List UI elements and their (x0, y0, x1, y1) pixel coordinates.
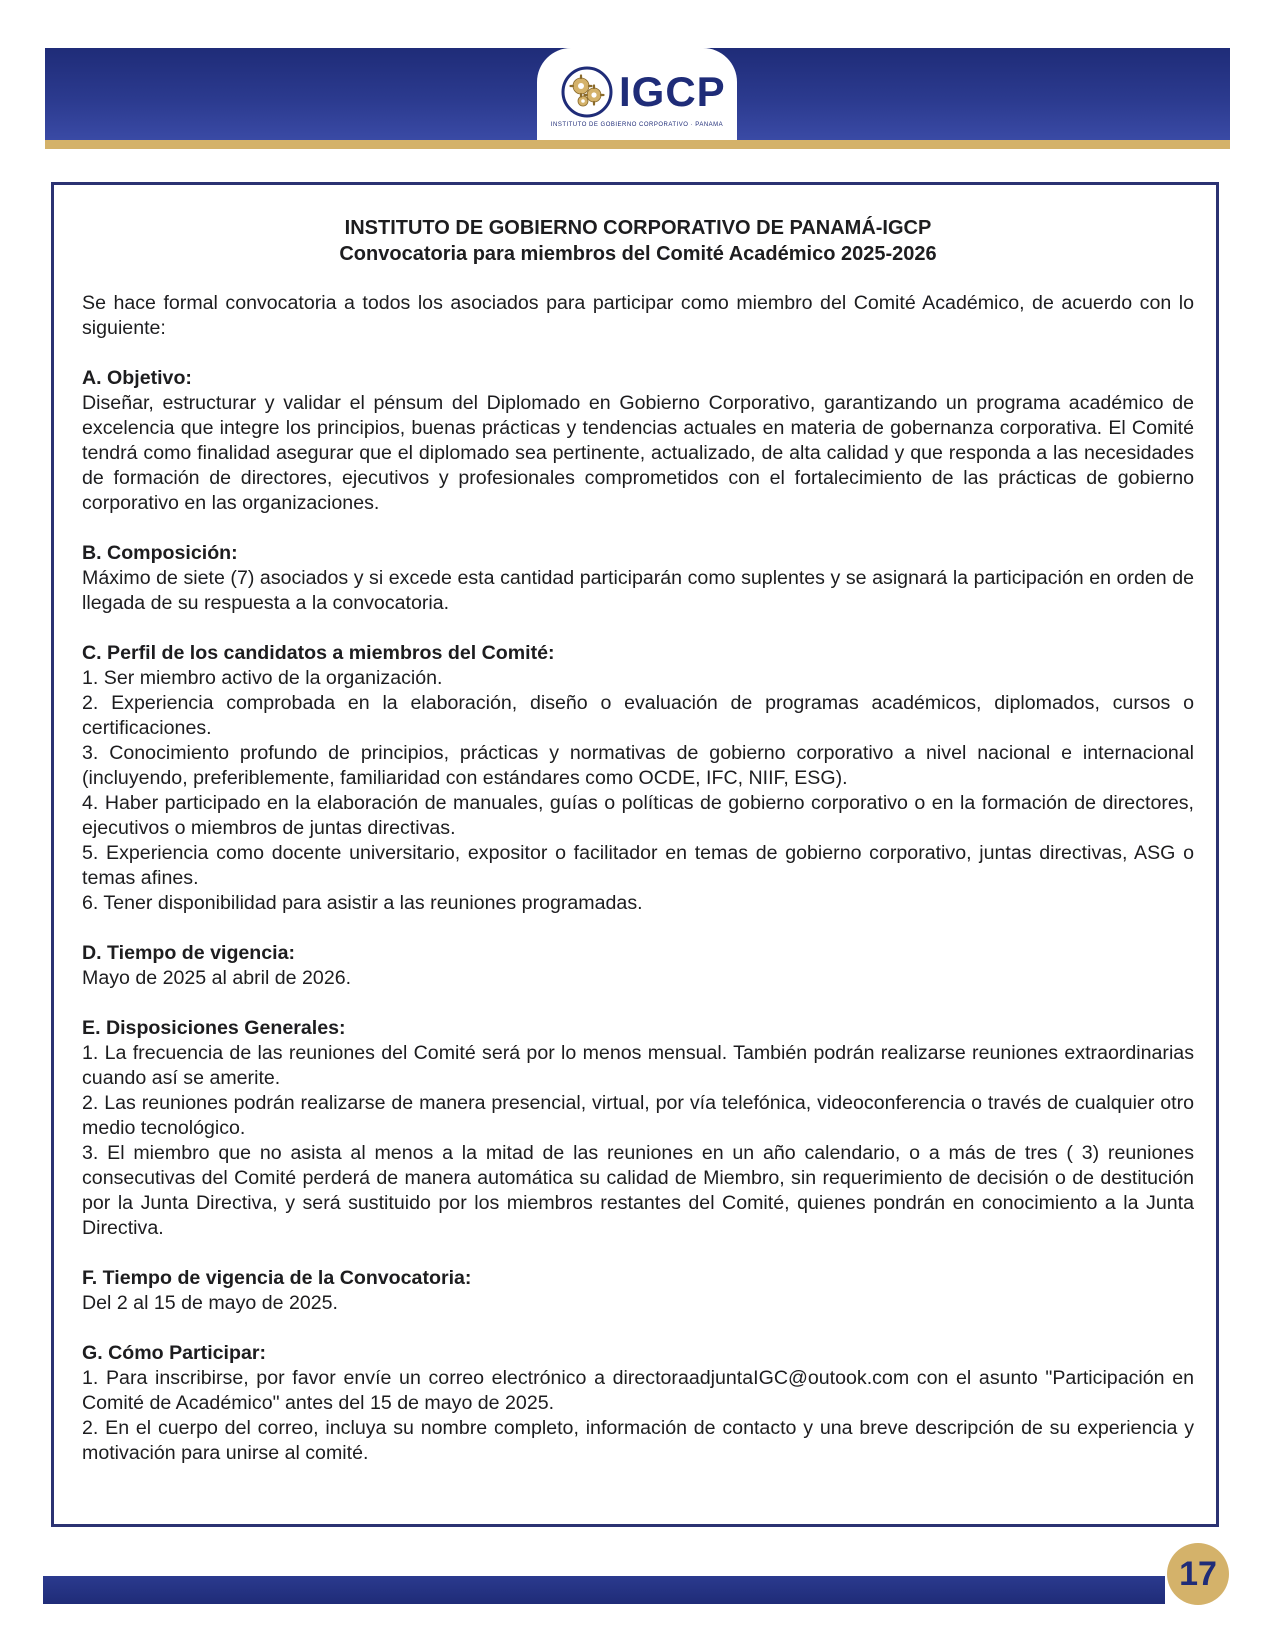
section-paragraph: 2. Las reuniones podrán realizarse de manera presencial, virtual, por vía telefónica, videoconferencia o través de cualquier otro medio tecnológico. (82, 1092, 1194, 1139)
logo-subtitle: INSTITUTO DE GOBIERNO CORPORATIVO · PANAMA (550, 122, 724, 128)
section-heading: D. Tiempo de vigencia: (82, 942, 296, 964)
sections (82, 366, 1194, 1466)
footer-bar (43, 1576, 1165, 1604)
section-heading: G. Cómo Participar: (82, 1342, 266, 1364)
page-number-badge (1167, 1543, 1229, 1605)
section-paragraph: Máximo de siete (7) asociados y si excede esta cantidad participarán como suplentes y se asignará la participación en orden de llegada de su respuesta a la convocatoria. (82, 567, 1194, 614)
section-paragraph: Diseñar, estructurar y validar el pénsum del Diplomado en Gobierno Corporativo, garantizando un programa académico de excelencia que integre los principios, buenas prácticas y tendencias actuales en materia de gobernanza corporativa. El Comité tendrá como finalidad asegurar que el diplomado sea pertinente, actualizado, de alta calidad y que responda a las necesidades de formación de directores, ejecutivos y profesionales comprometidos con el fortalecimiento de las prácticas de gobierno corporativo en las organizaciones. (82, 392, 1194, 514)
document-subtitle: Convocatoria para miembros del Comité Académico 2025-2026 (339, 243, 937, 265)
section-paragraph: Del 2 al 15 de mayo de 2025. (82, 1292, 338, 1314)
document-section (82, 1016, 1194, 1241)
document-section (82, 541, 1194, 616)
section-paragraph: 4. Haber participado en la elaboración de manuales, guías o políticas de gobierno corporativo o en la formación de directores, ejecutivos o miembros de juntas directivas. (82, 792, 1194, 839)
gears-icon (561, 66, 613, 118)
section-heading: F. Tiempo de vigencia de la Convocatoria: (82, 1267, 472, 1289)
section-heading: B. Composición: (82, 542, 238, 564)
section-paragraph: 3. Conocimiento profundo de principios, prácticas y normativas de gobierno corporativo a nivel nacional e internacional (incluyendo, preferiblemente, familiaridad con estándares como OCDE, IFC, NIIF, ESG). (82, 742, 1194, 789)
section-paragraph: Mayo de 2025 al abril de 2026. (82, 967, 352, 989)
document-section (82, 941, 1194, 991)
section-paragraph: 2. Experiencia comprobada en la elaboración, diseño o evaluación de programas académicos, diplomados, cursos o certificaciones. (82, 692, 1194, 739)
logo-text: IGCP (619, 68, 726, 115)
document-section (82, 641, 1194, 916)
document-section (82, 366, 1194, 516)
page-number: 17 (1179, 1554, 1217, 1593)
logo-row (561, 66, 726, 118)
document-section (82, 1341, 1194, 1466)
logo (537, 48, 737, 140)
document-title: INSTITUTO DE GOBIERNO CORPORATIVO DE PANAMÁ-IGCP (344, 217, 932, 239)
document-body (82, 215, 1194, 1466)
document-section (82, 1266, 1194, 1316)
content-box (51, 182, 1219, 1527)
section-heading: C. Perfil de los candidatos a miembros del Comité: (82, 642, 555, 664)
section-heading: A. Objetivo: (82, 367, 192, 389)
section-paragraph: 1. La frecuencia de las reuniones del Comité será por lo menos mensual. También podrán realizarse reuniones extraordinarias cuando así se amerite. (82, 1042, 1194, 1089)
section-paragraph: 3. El miembro que no asista al menos a la mitad de las reuniones en un año calendario, o a más de tres ( 3) reuniones consecutivas del Comité perderá de manera automática su calidad de Miembro, sin requerimiento de decisión o de destitución por la Junta Directiva, y será sustituido por los miembros restantes del Comité, quienes pondrán en conocimiento a la Junta Directiva. (82, 1142, 1194, 1239)
intro-paragraph: Se hace formal convocatoria a todos los asociados para participar como miembro del Comité Académico, de acuerdo con lo siguiente: (82, 292, 1194, 339)
section-paragraph: 5. Experiencia como docente universitario, expositor o facilitador en temas de gobierno corporativo, juntas directivas, ASG o temas afines. (82, 842, 1194, 889)
section-paragraph: 2. En el cuerpo del correo, incluya su nombre completo, información de contacto y una breve descripción de su experiencia y motivación para unirse al comité. (82, 1417, 1194, 1464)
section-paragraph: 1. Para inscribirse, por favor envíe un correo electrónico a directoraadjuntaIGC@outook.com con el asunto "Participación en Comité de Académico" antes del 15 de mayo de 2025. (82, 1367, 1194, 1414)
header-gold-stripe (45, 140, 1230, 149)
section-paragraph: 1. Ser miembro activo de la organización. (82, 667, 443, 689)
section-paragraph: 6. Tener disponibilidad para asistir a las reuniones programadas. (82, 892, 643, 914)
section-heading: E. Disposiciones Generales: (82, 1017, 346, 1039)
